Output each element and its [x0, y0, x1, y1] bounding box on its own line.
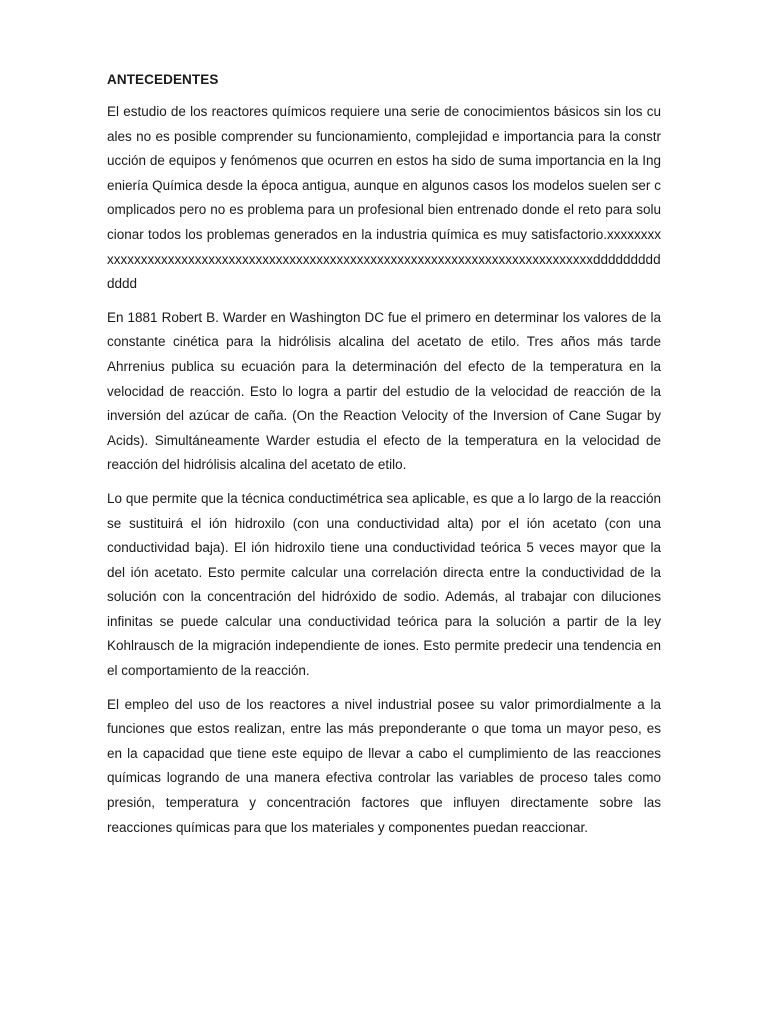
section-heading: ANTECEDENTES — [107, 72, 219, 87]
paragraph-intro: El estudio de los reactores químicos requiere una serie de conocimientos básicos sin los cuales no es posible comprender su funcionamiento, complejidad e importancia para la construcción de equipos y fenómenos que ocurren en estos ha sido de suma importancia en la Ingeniería Química desde la época antigua, aunque en algunos casos los modelos suelen ser complicados pero no es problema para un profesional bien entrenado donde el reto para solucionar todos los problemas generados en la industria química es muy satisfactorio.xxxxxxxxxxxxxxxxxxxxxxxxxxxxxxxxxxxxxxxxxxxxxxxxxxxxxxxxxxxxxxxxxxxxxxxxxxxxxxxxddddddddddddd — [107, 104, 661, 292]
paragraph-industrial-use: El empleo del uso de los reactores a nivel industrial posee su valor primordialmente a la funciones que estos realizan, entre las más preponderante o que toma un mayor peso, es en la capacidad que tiene este equipo de llevar a cabo el cumplimiento de las reacciones químicas logrando de una manera efectiva controlar las variables de proceso tales como presión, temperatura y concentración factores que influyen directamente sobre las reacciones químicas para que los materiales y componentes puedan reaccionar. — [107, 696, 661, 835]
document-page — [107, 70, 661, 849]
paragraph-conductimetry: Lo que permite que la técnica conductimétrica sea aplicable, es que a lo largo de la reacción se sustituirá el ión hidroxilo (con una conductividad alta) por el ión acetato (con una conductividad baja). El ión hidroxilo tiene una conductividad teórica 5 veces mayor que la del ión acetato. Esto permite calcular una correlación directa entre la conductividad de la solución con la concentración del hidróxido de sodio. Además, al trabajar con diluciones infinitas se puede calcular una conductividad teórica para la solución a partir de la ley Kohlrausch de la migración independiente de iones. Esto permite predecir una tendencia en el comportamiento de la reacción. — [107, 490, 661, 679]
paragraph-history: En 1881 Robert B. Warder en Washington DC fue el primero en determinar los valores de la constante cinética para la hidrólisis alcalina del acetato de etilo. Tres años más tarde Ahrrenius publica su ecuación para la determinación del efecto de la temperatura en la velocidad de reacción. Esto lo logra a partir del estudio de la velocidad de reacción de la inversión del azúcar de caña. (On the Reaction Velocity of the Inversion of Cane Sugar by Acids). Simultáneamente Warder estudia el efecto de la temperatura en la velocidad de reacción del hidrólisis alcalina del acetato de etilo. — [107, 309, 661, 473]
